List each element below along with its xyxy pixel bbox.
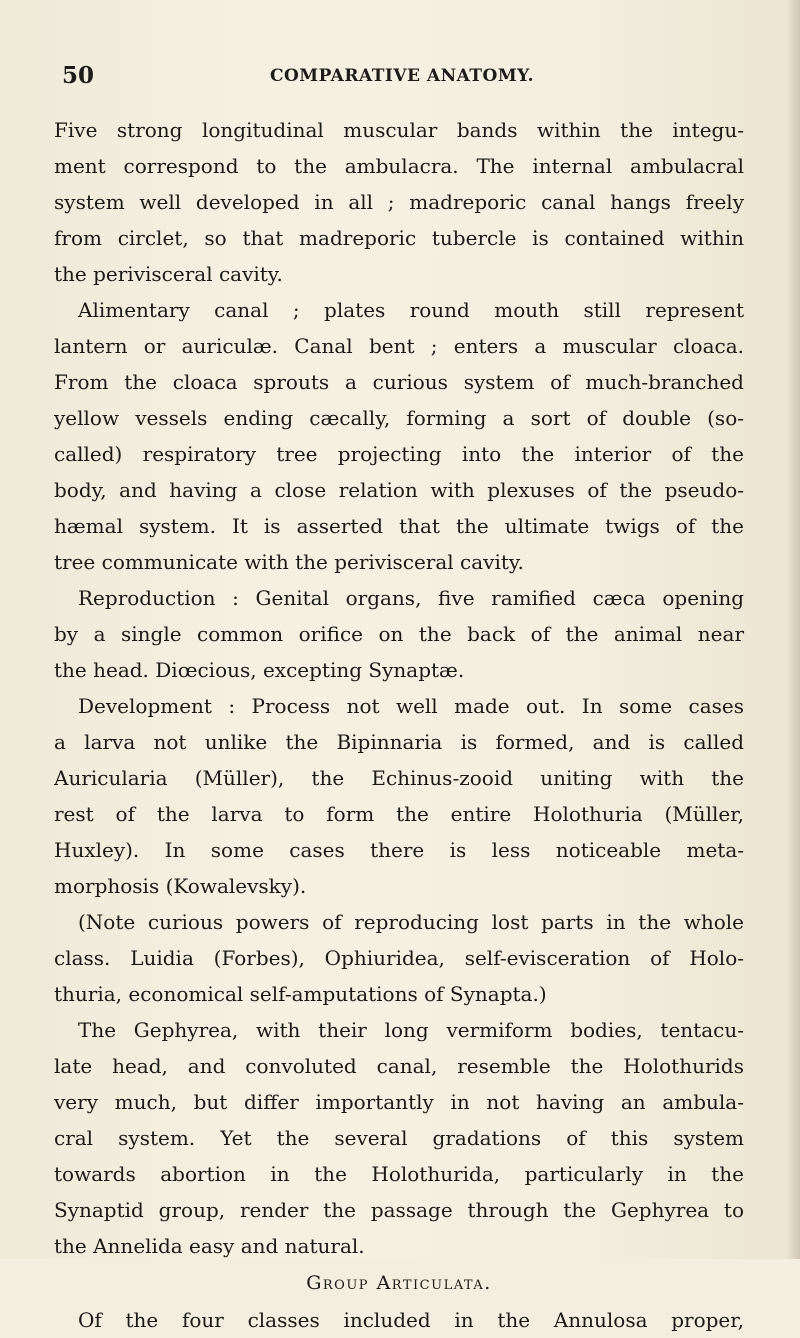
text-line: late head, and convoluted canal, resemble the Holothurids	[54, 1054, 744, 1078]
text-line: lantern or auriculæ. Canal bent ; enters a muscular cloaca.	[54, 334, 744, 358]
text-line: Development : Process not well made out. In some cases	[78, 694, 744, 718]
page-number: 50	[62, 62, 95, 89]
text-line: Five strong longitudinal muscular bands within the integu-	[54, 118, 744, 142]
text-line: From the cloaca sprouts a curious system of much-branched	[54, 370, 744, 394]
text-line: Alimentary canal ; plates round mouth still represent	[78, 298, 744, 322]
text-line: body, and having a close relation with plexuses of the pseudo-	[54, 478, 744, 502]
text-line: ment correspond to the ambulacra. The internal ambulacral	[54, 154, 744, 178]
text-line: class. Luidia (Forbes), Ophiuridea, self-evisceration of Holo-	[54, 946, 744, 970]
text-line: Of the four classes included in the Annulosa proper,	[78, 1308, 744, 1332]
text-line: tree communicate with the perivisceral cavity.	[54, 550, 524, 574]
text-line: called) respiratory tree projecting into the interior of the	[54, 442, 744, 466]
text-line: Auricularia (Müller), the Echinus-zooid uniting with the	[54, 766, 744, 790]
text-line: the Annelida easy and natural.	[54, 1234, 365, 1258]
text-line: rest of the larva to form the entire Holothuria (Müller,	[54, 802, 744, 826]
text-line: a larva not unlike the Bipinnaria is formed, and is called	[54, 730, 744, 754]
text-line: yellow vessels ending cæcally, forming a sort of double (so-	[54, 406, 744, 430]
page-edge-shadow	[786, 0, 800, 1259]
text-line: Synaptid group, render the passage through the Gephyrea to	[54, 1198, 744, 1222]
text-line: thuria, economical self-amputations of Synapta.)	[54, 982, 547, 1006]
page-header	[62, 62, 742, 96]
text-line: cral system. Yet the several gradations of this system	[54, 1126, 744, 1150]
text-line: by a single common orifice on the back of the animal near	[54, 622, 744, 646]
text-line: the head. Diœcious, excepting Synaptæ.	[54, 658, 465, 682]
body-text	[54, 112, 744, 1338]
text-line: from circlet, so that madreporic tubercle is contained within	[54, 226, 744, 250]
text-line: system well developed in all ; madreporic canal hangs freely	[54, 190, 744, 214]
section-heading: Group Articulata.	[306, 1272, 492, 1294]
running-head: COMPARATIVE ANATOMY.	[269, 66, 535, 86]
text-line: Huxley). In some cases there is less noticeable meta-	[54, 838, 744, 862]
text-line: very much, but differ importantly in not having an ambula-	[54, 1090, 744, 1114]
text-line: the perivisceral cavity.	[54, 262, 283, 286]
text-line: Reproduction : Genital organs, five ramified cæca opening	[78, 586, 744, 610]
text-line: morphosis (Kowalevsky).	[54, 874, 307, 898]
text-line: towards abortion in the Holothurida, particularly in the	[54, 1162, 744, 1186]
text-line: (Note curious powers of reproducing lost parts in the whole	[78, 910, 744, 934]
text-line: The Gephyrea, with their long vermiform bodies, tentacu-	[78, 1018, 744, 1042]
text-line: hæmal system. It is asserted that the ultimate twigs of the	[54, 514, 744, 538]
